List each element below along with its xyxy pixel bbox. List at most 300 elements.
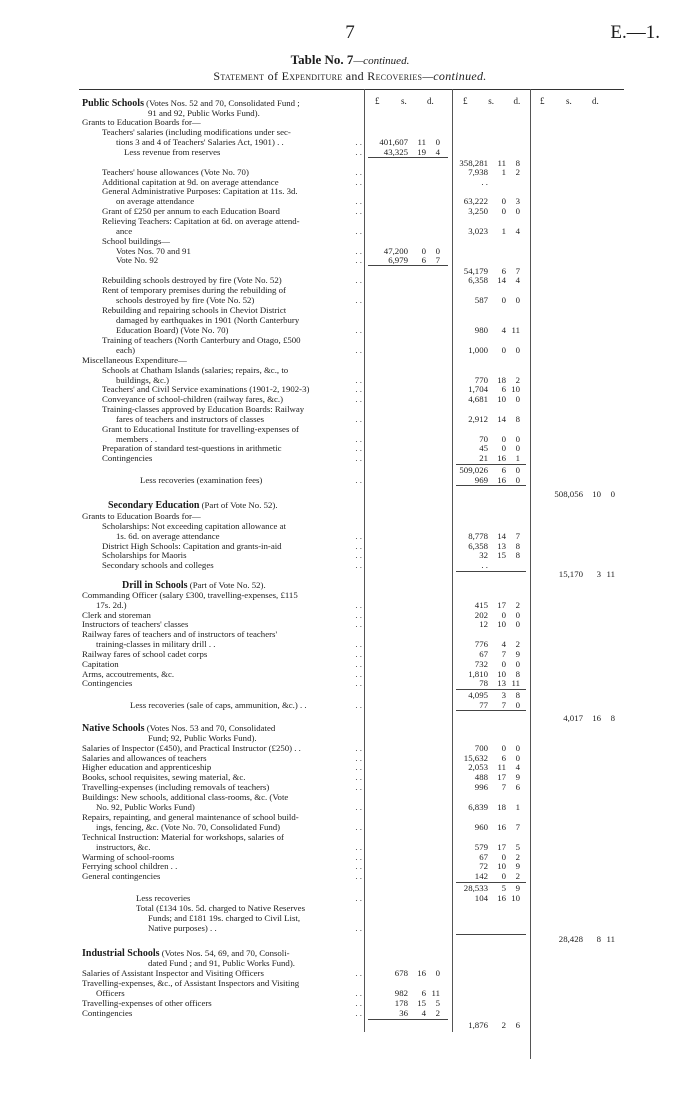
pounds-value: 415 [474,600,488,610]
shillings-value: 6 [421,988,426,998]
pounds-value: 732 [474,659,488,669]
row-label: Less recoveries [136,893,191,903]
shillings-value: 11 [497,158,506,168]
leader-dots: . . [355,600,362,610]
shillings-value: 0 [421,246,426,256]
pounds-value: 6,358 [468,541,488,551]
pounds-header: £ [540,96,545,106]
row-label: Travelling-expenses (including removals of teachers) [82,782,270,792]
pence-value: 1 [515,802,520,812]
table-title-main: Table No. 7 [290,52,354,67]
leader-dots: . . [355,475,362,485]
row-label: Teachers' and Civil Service examinations (1901-2, 1902-3) [102,384,310,394]
shillings-value: 0 [501,871,506,881]
shillings-value: 4 [501,325,506,335]
shillings-value: 14 [497,414,506,424]
pounds-value: 4,681 [468,394,488,404]
row-label: Conveyance of school-children (railway fares, &c.) [102,394,283,404]
pounds-value: 579 [474,842,488,852]
shillings-value: 8 [596,934,601,944]
shillings-value: 16 [497,453,506,463]
pounds-value: 982 [394,988,408,998]
leader-dots: . . [355,861,362,871]
row-label: Clerk and storeman [82,610,151,620]
section-title: Public Schools [82,98,144,109]
shillings-header: s. [488,96,494,106]
section-votes: (Part of Vote No. 52). [187,580,266,590]
pounds-value: 178 [394,998,408,1008]
leader-dots: . . [355,550,362,560]
leader-dots: . . [355,453,362,463]
row-label: Preparation of standard test-questions in arithmetic [102,443,282,453]
shillings-value: 0 [501,434,506,444]
pounds-value: 508,056 [554,489,583,499]
pounds-value: 72 [479,861,488,871]
table-row [0,147,700,158]
pounds-value: 1,704 [468,384,488,394]
shillings-value: 16 [497,475,506,485]
table-row [0,1020,700,1031]
row-label: Additional capitation at 9d. on average attendance [102,177,279,187]
pounds-value: 6,839 [468,802,488,812]
leader-dots: . . [355,852,362,862]
shillings-value: 6 [501,384,506,394]
pence-value: 7 [435,255,440,265]
pounds-value: 488 [474,772,488,782]
subtitle-word: —continued. [422,69,487,83]
pence-value: 2 [515,600,520,610]
pounds-value: 36 [399,1008,408,1018]
pence-header: d. [592,96,599,106]
pence-value: 0 [515,295,520,305]
shillings-value: 11 [497,762,506,772]
section-title: Drill in Schools [122,580,188,591]
leader-dots: . . [355,968,362,978]
section-heading [108,500,278,511]
row-label: Miscellaneous Expenditure— [82,355,187,365]
shillings-value: 10 [497,669,506,679]
row-label: Rebuilding schools destroyed by fire (Vote No. 52) [102,275,282,285]
leader-dots: . . [355,541,362,551]
pence-value: 4 [435,147,440,157]
leader-dots: . . [355,1008,362,1018]
pence-value: 2 [515,852,520,862]
pence-value: 2 [435,1008,440,1018]
row-label: Travelling-expenses, &c., of Assistant Inspectors and Visiting [82,978,300,988]
leader-dots: . . [355,619,362,629]
row-label: Travelling-expenses of other officers [82,998,212,1008]
pence-value: 8 [515,158,520,168]
pounds-value: 509,026 [459,465,488,475]
pence-value: 9 [515,649,520,659]
row-label: Training-classes approved by Education Boards: Railway [102,404,305,414]
pounds-value: 28,533 [463,883,488,893]
row-label: each) [116,345,136,355]
leader-dots: . . [355,998,362,1008]
pounds-value: 4,095 [468,690,488,700]
row-label: Grant of £250 per annum to each Education Board [102,206,280,216]
row-label: fares of teachers and instructors of classes [116,414,265,424]
row-label: Secondary schools and colleges [102,560,214,570]
leader-dots: . . [355,226,362,236]
shillings-value: 0 [501,659,506,669]
leader-dots: . . [355,743,362,753]
pence-value: 0 [515,394,520,404]
pence-value: 0 [515,345,520,355]
leader-dots: . . [355,531,362,541]
table-row [0,700,700,711]
row-label: Fund; 92, Public Works Fund). [148,733,257,743]
section-votes: (Votes Nos. 54, 69, and 70, Consoli- [159,948,290,958]
shillings-value: 3 [596,569,601,579]
subtitle-word: of [267,69,279,83]
row-label: General contingencies [82,871,161,881]
leader-dots: . . [355,434,362,444]
shillings-value: 0 [501,345,506,355]
leader-dots: . . [355,639,362,649]
leader-dots: . . [355,782,362,792]
leader-dots: . . [355,137,362,147]
expenditure-table [0,98,700,1104]
pounds-value: 104 [474,893,488,903]
pounds-value: 2,912 [468,414,488,424]
pounds-value: 63,222 [463,196,488,206]
amount-cell [444,453,520,464]
row-label: 91 and 92, Public Works Fund). [148,108,260,118]
pounds-value: 980 [474,325,488,335]
amount-cell [444,678,520,689]
row-label: Training of teachers (North Canterbury and Otago, £500 [102,335,301,345]
pence-value: 0 [515,443,520,453]
leader-dots: . . [355,196,362,206]
table-title [0,52,700,68]
pence-value: 5 [435,998,440,1008]
pounds-value: 45 [479,443,488,453]
shillings-value: 19 [417,147,426,157]
shillings-value: 10 [497,861,506,871]
row-label: tions 3 and 4 of Teachers' Salaries Act, 1901) . . [116,137,284,147]
pounds-value: 43,325 [383,147,408,157]
pounds-value: 6,979 [388,255,408,265]
row-label: General Administrative Purposes: Capitation at 11s. 3d. [102,186,298,196]
amount-cell [444,1020,520,1031]
pence-value: 11 [606,934,615,944]
row-label: Salaries of Inspector (£450), and Practical Instructor (£250) . . [82,743,301,753]
pounds-value: 78 [479,678,488,688]
pence-value: 8 [515,550,520,560]
shillings-value: 6 [501,266,506,276]
row-label: Teachers' salaries (including modifications under sec- [102,127,291,137]
pounds-value: 32 [479,550,488,560]
row-label: Grants to Education Boards for— [82,511,201,521]
row-label: Less recoveries (sale of caps, ammunition, &c.) . . [130,700,307,710]
table-row [0,923,700,934]
page-code: E.—1. [610,22,660,43]
row-label: Grants to Education Boards for— [82,117,201,127]
pounds-value: 770 [474,375,488,385]
row-label: Education Board) (Vote No. 70) [116,325,229,335]
shillings-value: 10 [497,619,506,629]
shillings-value: 0 [501,443,506,453]
pence-value: 0 [515,659,520,669]
amount-cell [539,934,615,945]
pounds-value: 358,281 [459,158,488,168]
shillings-value: 16 [417,968,426,978]
leader-dots: . . [355,649,362,659]
row-label: Votes Nos. 70 and 91 [116,246,191,256]
table-subtitle [0,69,700,84]
shillings-value: 1 [501,167,506,177]
row-label: Buildings: New schools, additional class-rooms, &c. (Vote [82,792,289,802]
row-label: members . . [116,434,158,444]
shillings-value: 0 [501,295,506,305]
shillings-value: 16 [592,713,601,723]
row-label: Total (£134 10s. 5d. charged to Native Reserves [136,903,306,913]
table-row [0,871,700,882]
pence-value: 0 [435,968,440,978]
pounds-value: 2,053 [468,762,488,772]
shillings-value: 14 [497,531,506,541]
pence-value: 5 [515,842,520,852]
leader-dots: . . [355,394,362,404]
row-label: Capitation [82,659,119,669]
pence-value: 2 [515,167,520,177]
pence-value: 9 [515,772,520,782]
pounds-value: 7,938 [468,167,488,177]
pence-value: 4 [515,226,520,236]
row-label: Contingencies [102,453,153,463]
pence-value: 0 [610,489,615,499]
row-label: 1s. 6d. on average attendance [116,531,220,541]
pounds-value: 12 [479,619,488,629]
table-row [0,1008,700,1019]
pence-value: 6 [515,1020,520,1030]
shillings-value: 15 [417,998,426,1008]
pounds-value: 21 [479,453,488,463]
leader-dots: . . [355,167,362,177]
pounds-value: 587 [474,295,488,305]
leader-dots: . . [355,842,362,852]
leader-dots: . . [355,988,362,998]
shillings-value: 18 [497,802,506,812]
section-title: Native Schools [82,723,145,734]
row-label: Scholarships: Not exceeding capitation allowance at [102,521,286,531]
subtitle-word: Recoveries [367,69,423,83]
pounds-value: 15,632 [463,753,488,763]
pounds-value: 960 [474,822,488,832]
pence-value: 0 [515,610,520,620]
total-rule [456,710,526,711]
pounds-value: 3,023 [468,226,488,236]
leader-dots: . . [355,893,362,903]
pounds-value: 67 [479,852,488,862]
row-label: Contingencies [82,1008,133,1018]
leader-dots: . . [355,871,362,881]
shillings-header: s. [566,96,572,106]
subtitle-word: Expenditure [281,69,343,83]
pence-value: 11 [431,988,440,998]
pence-value: 4 [515,275,520,285]
section-votes: (Votes Nos. 52 and 70, Consolidated Fund ; [143,98,300,108]
pence-value: 10 [511,893,520,903]
shillings-header: s. [401,96,407,106]
shillings-value: 6 [501,753,506,763]
shillings-value: 16 [497,893,506,903]
amount-cell [539,569,615,580]
row-label: Scholarships for Maoris [102,550,187,560]
table-row [0,489,700,500]
shillings-value: 0 [501,206,506,216]
row-label: Less revenue from reserves [124,147,221,157]
leader-dots: . . [355,659,362,669]
pence-value: 11 [511,678,520,688]
row-label: Arms, accoutrements, &c. [82,669,175,679]
row-label: schools destroyed by fire (Vote No. 52) [116,295,255,305]
pence-value: 0 [515,465,520,475]
shillings-value: 7 [501,782,506,792]
shillings-value: 17 [497,842,506,852]
pounds-value: 3,250 [468,206,488,216]
pounds-value: 54,179 [463,266,488,276]
shillings-value: 0 [501,852,506,862]
pence-value: 8 [610,713,615,723]
row-label: Teachers' house allowances (Vote No. 70) [102,167,249,177]
row-label: Technical Instruction: Material for workshops, salaries of [82,832,284,842]
table-row [0,475,700,486]
row-label: Instructors of teachers' classes [82,619,189,629]
row-label: Salaries and allowances of teachers [82,753,207,763]
pounds-value: 969 [474,475,488,485]
shillings-value: 6 [501,465,506,475]
shillings-value: 4 [501,639,506,649]
pounds-value: 996 [474,782,488,792]
table-row [0,678,700,689]
row-label: training-classes in military drill . . [96,639,216,649]
row-label: Books, school requisites, sewing material, &c. [82,772,246,782]
row-label: Rebuilding and repairing schools in Cheviot District [102,305,287,315]
amount-cell [444,871,520,882]
pounds-value: 28,428 [558,934,583,944]
leader-dots: . . [355,325,362,335]
row-label: ings, fencing, &c. (Vote No. 70, Consolidated Fund) [96,822,281,832]
pounds-value: 401,607 [379,137,408,147]
shillings-value: 1 [501,226,506,236]
pounds-value: 1,810 [468,669,488,679]
shillings-value: 10 [592,489,601,499]
pence-value: 10 [511,384,520,394]
pence-value: 0 [515,753,520,763]
row-label: damaged by earthquakes in 1901 (North Canterbury [116,315,300,325]
pence-value: 7 [515,822,520,832]
row-label: Commanding Officer (salary £300, travelling-expenses, £115 [82,590,298,600]
table-row [0,255,700,266]
pence-value: 11 [511,325,520,335]
pounds-value: . . [481,177,488,187]
shillings-value: 17 [497,772,506,782]
amount-cell [364,1008,440,1019]
leader-dots: . . [355,678,362,688]
shillings-value: 14 [497,275,506,285]
leader-dots: . . [355,443,362,453]
table-row [0,453,700,464]
row-label: dated Fund ; and 91, Public Works Fund). [148,958,295,968]
pounds-value: 67 [479,649,488,659]
leader-dots: . . [355,610,362,620]
table-row [0,569,700,580]
leader-dots: . . [355,345,362,355]
row-label: Grant to Educational Institute for travelling-expenses of [102,424,299,434]
row-label: Salaries of Assistant Inspector and Visiting Officers [82,968,264,978]
table-title-suffix: —continued. [353,55,410,67]
pounds-value: 700 [474,743,488,753]
pence-value: 6 [515,782,520,792]
pounds-value: 47,200 [383,246,408,256]
leader-dots: . . [355,822,362,832]
pounds-value: 1,000 [468,345,488,355]
row-label: instructors, &c. [96,842,151,852]
leader-dots: . . [355,384,362,394]
row-label: Native purposes) . . [148,923,217,933]
pounds-value: 6,358 [468,275,488,285]
leader-dots: . . [355,295,362,305]
pounds-value: 776 [474,639,488,649]
row-label: School buildings— [102,236,171,246]
row-label: 17s. 2d.) [96,600,127,610]
row-label: Warming of school-rooms [82,852,175,862]
pence-value: 8 [515,669,520,679]
row-label: Ferrying school children . . [82,861,178,871]
shillings-value: 3 [501,690,506,700]
total-rule [456,485,526,486]
row-label: Railway fares of school cadet corps [82,649,208,659]
pence-value: 9 [515,861,520,871]
pence-value: 0 [515,619,520,629]
pounds-value: 8,778 [468,531,488,541]
pence-value: 2 [515,639,520,649]
row-label: District High Schools: Capitation and grants-in-aid [102,541,282,551]
shillings-value: 13 [497,541,506,551]
pounds-header: £ [463,96,468,106]
pence-value: 4 [515,762,520,772]
row-label: Officers [96,988,125,998]
pounds-value: 1,876 [468,1020,488,1030]
leader-dots: . . [355,275,362,285]
pence-value: 0 [515,434,520,444]
table-top-rule [79,89,624,90]
leader-dots: . . [355,206,362,216]
leader-dots: . . [355,560,362,570]
leader-dots: . . [355,923,362,933]
pounds-value: 4,017 [563,713,583,723]
pounds-value: 142 [474,871,488,881]
pence-value: 7 [515,266,520,276]
leader-dots: . . [355,802,362,812]
pounds-value: 15,170 [558,569,583,579]
row-label: Vote No. 92 [116,255,159,265]
shillings-value: 18 [497,375,506,385]
shillings-value: 16 [497,822,506,832]
pence-value: 3 [515,196,520,206]
table-row [0,500,700,511]
row-label: Rent of temporary premises during the rebuilding of [102,285,286,295]
pence-header: d. [427,96,434,106]
pounds-header: £ [375,96,380,106]
row-label: buildings, &c.) [116,375,170,385]
table-row [0,934,700,945]
shillings-value: 5 [501,883,506,893]
shillings-value: 17 [497,600,506,610]
shillings-value: 13 [497,678,506,688]
